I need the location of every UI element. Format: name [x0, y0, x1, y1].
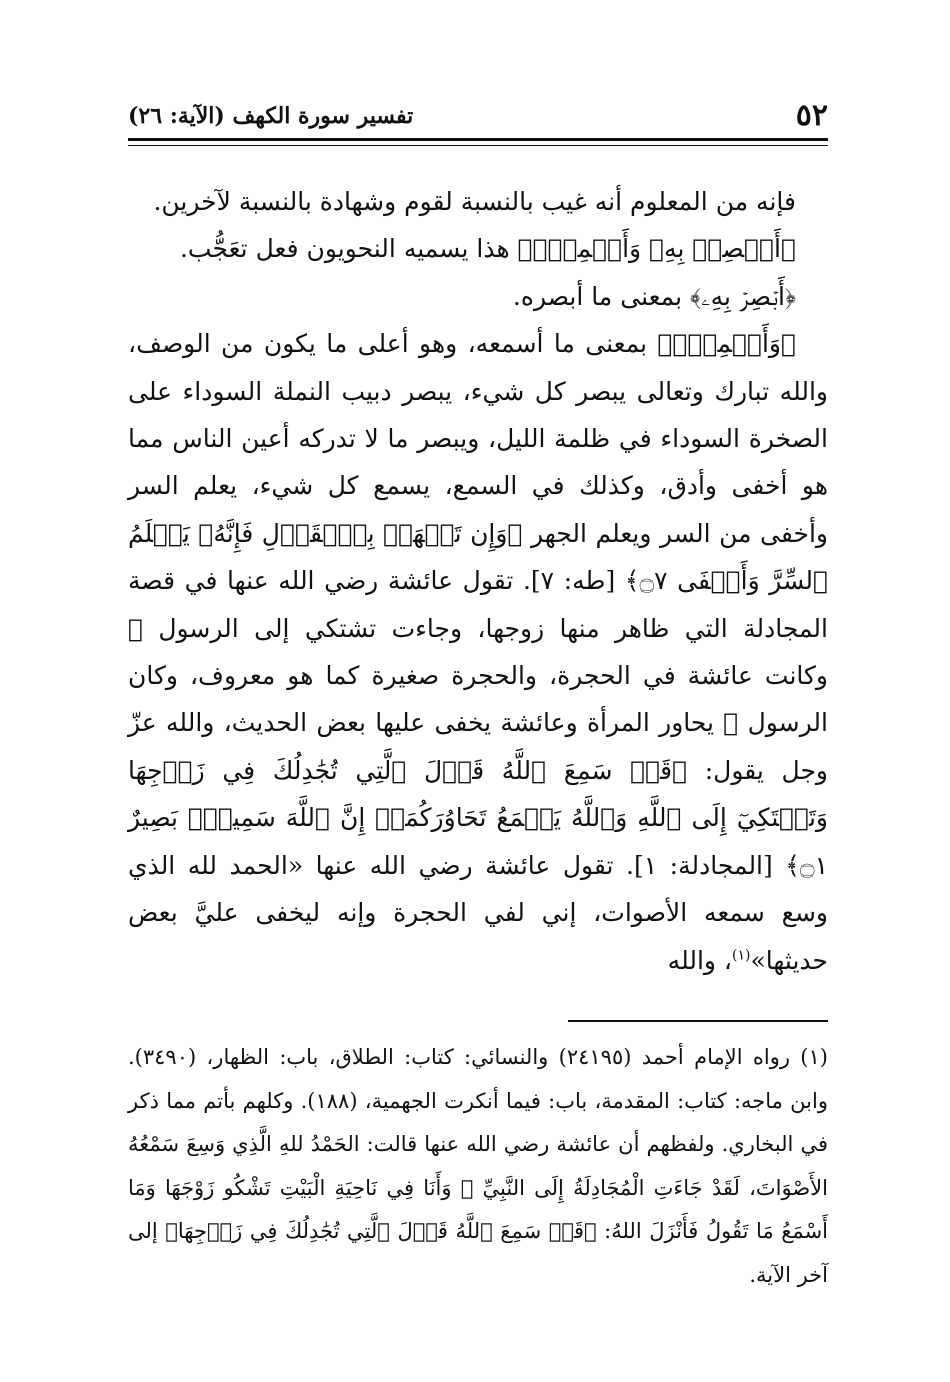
paragraph-4-text: ﴿وَأَسۡمِعۡۚ﴾ بمعنى ما أسمعه، وهو أعلى ما يكون من الوصف، والله تبارك وتعالى يبصر كل شيء، يبصر دبيب النملة السوداء على الصخرة السوداء في ظلمة الليل، ويبصر ما لا تدركه أعين الناس مما هو أخفى وأدق، وكذلك في السمع، يسمع كل شيء، يعلم السر وأخفى من السر ويعلم الجهر ﴿وَإِن تَجۡهَرۡ بِٱلۡقَوۡلِ فَإِنَّهُۥ يَعۡلَمُ ٱلسِّرَّ وَأَخۡفَى ۝٧﴾ [طه: ٧]. تقول عائشة رضي الله عنها في قصة المجادلة التي ظاهر منها زوجها، وجاءت تشتكي إلى الرسول ﷺ وكانت عائشة في الحجرة، والحجرة صغيرة كما هو معروف، وكان الرسول ﷺ يحاور المرأة وعائشة يخفى عليها بعض الحديث، والله عزّ وجل يقول: ﴿قَدۡ سَمِعَ ٱللَّهُ قَوۡلَ ٱلَّتِي تُجَٰدِلُكَ فِي زَوۡجِهَا وَتَشۡتَكِيٓ إِلَى ٱللَّهِ وَٱللَّهُ يَسۡمَعُ تَحَاوُرَكُمَآۚ إِنَّ ٱللَّهَ سَمِيعُۢ بَصِيرٌ ۝١﴾ [المجادلة: ١]. تقول عائشة رضي الله عنها «الحمد لله الذي وسع سمعه الأصوات، إني لفي الحجرة وإنه ليخفى عليَّ بعض حديثها»: [128, 329, 828, 975]
paragraph-2: ﴿أَبۡصِرۡ بِهِۦ وَأَسۡمِعۡۚ﴾ هذا يسميه النحويون فعل تعَجُّب.: [179, 234, 796, 264]
paragraph-4: [128, 320, 828, 984]
paragraph-1: فإنه من المعلوم أنه غيب بالنسبة لقوم وشهادة بالنسبة لآخرين.: [153, 187, 796, 216]
header-rule-thin: [128, 145, 828, 146]
footnotes: [128, 1036, 828, 1298]
footnote-separator: [568, 1020, 828, 1022]
page-number: ٥٢: [795, 98, 828, 133]
main-text: [128, 178, 828, 984]
paragraph-4-tail: ، والله: [667, 945, 733, 975]
footnote-1: (١) رواه الإمام أحمد (٢٤١٩٥) والنسائي: كتاب: الطلاق، باب: الظهار، (٣٤٩٠). وابن ماجه: كتاب: المقدمة، باب: فيما أنكرت الجهمية، (١٨٨). وكلهم بأتم مما ذكر في البخاري. ولفظهم أن عائشة رضي الله عنها قالت: الحَمْدُ للهِ الَّذِي وَسِعَ سَمْعُهُ الأَصْوَاتَ، لَقَدْ جَاءَتِ الْمُجَادِلَةُ إِلَى النَّبِيِّ ﷺ وَأَنَا فِي نَاحِيَةِ الْبَيْتِ تَشْكُو زَوْجَهَا وَمَا أَسْمَعُ مَا تَقُولُ فَأَنْزَلَ اللهُ: ﴿قَدۡ سَمِعَ ٱللَّهُ قَوۡلَ ٱلَّتِي تُجَٰدِلُكَ فِي زَوۡجِهَا﴾ إلى آخر الآية.: [128, 1045, 828, 1287]
header-rule-thick: [128, 138, 828, 141]
running-title: تفسير سورة الكهف (الآية: ٢٦): [128, 103, 414, 129]
footnote-reference: (١): [732, 947, 751, 964]
paragraph-3: ﴿أَبۡصِرۡ بِهِۦ﴾ بمعنى ما أبصره.: [512, 281, 796, 311]
page-header: [128, 98, 828, 134]
